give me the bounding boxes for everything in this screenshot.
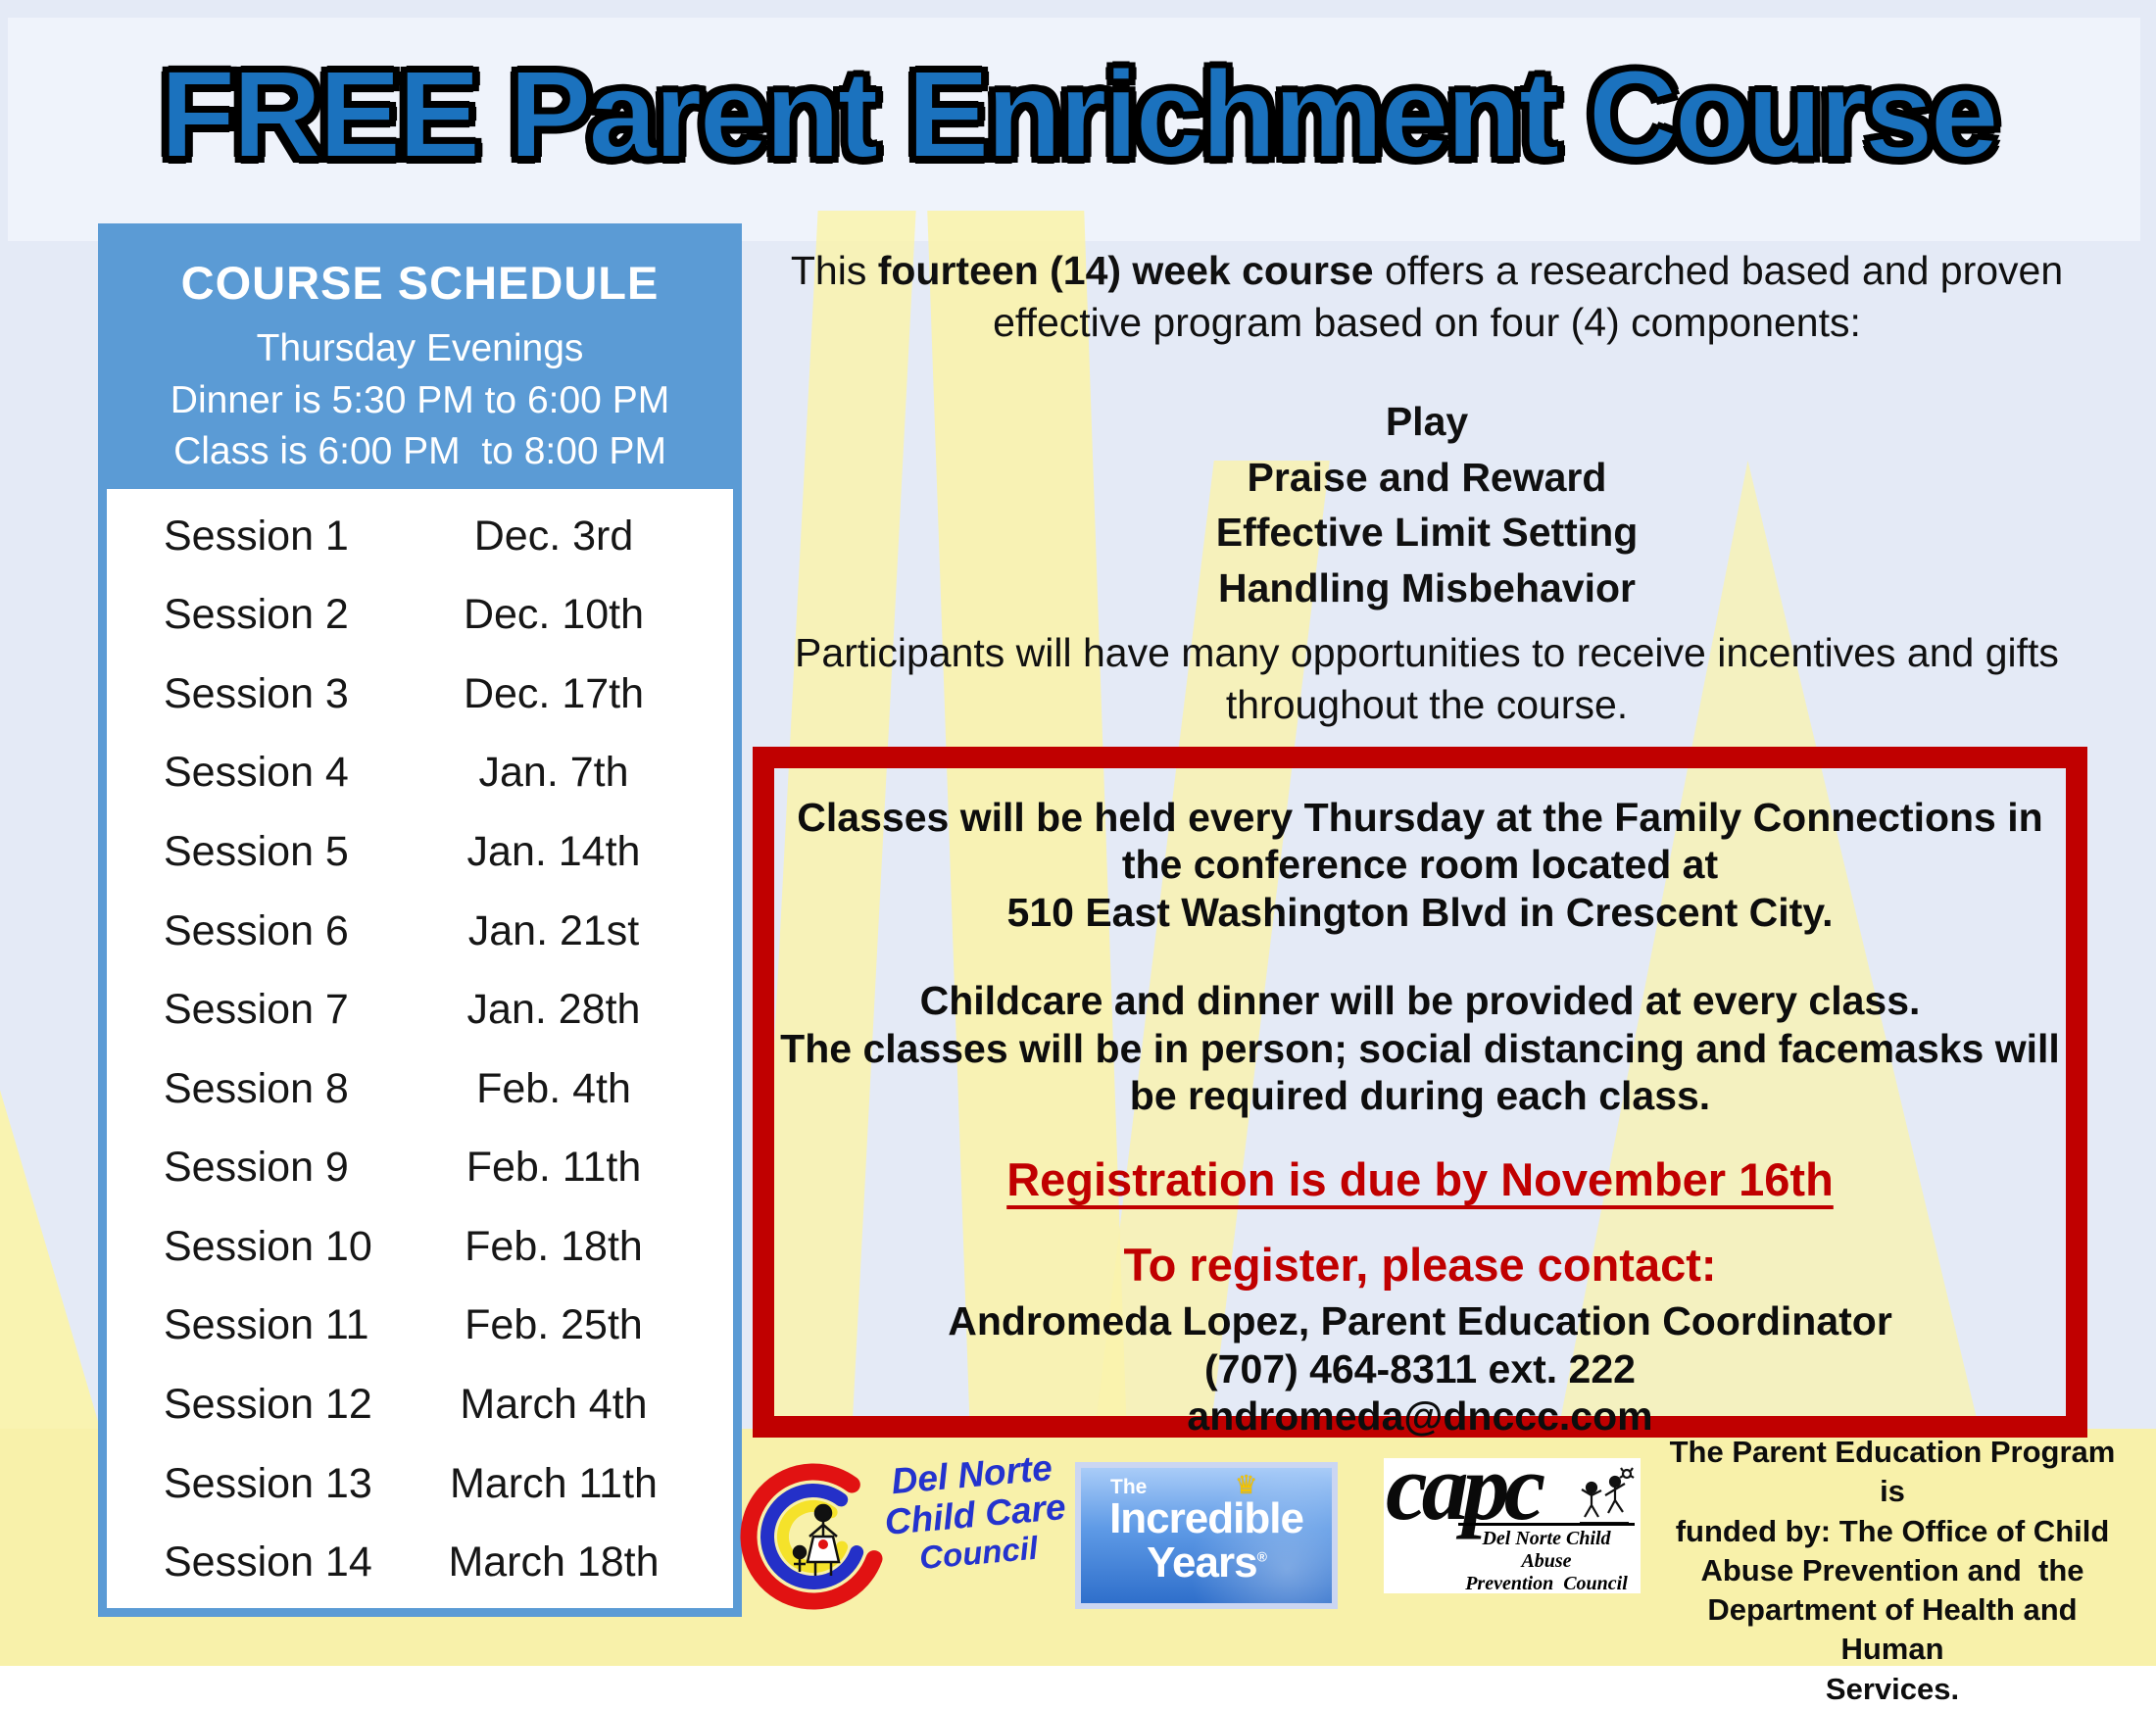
- session-label: Session 9: [164, 1144, 349, 1192]
- session-row: [164, 1301, 686, 1349]
- session-date: Dec. 10th: [463, 591, 645, 639]
- location-line: the conference room located at: [1121, 842, 1719, 888]
- session-row: [164, 1538, 686, 1587]
- session-list: [107, 489, 733, 1610]
- session-date: Jan. 21st: [467, 906, 640, 954]
- schedule-title: COURSE SCHEDULE: [180, 257, 660, 309]
- registration-deadline: Registration is due by November 16th: [1006, 1153, 1834, 1206]
- capc-subtitle-line: Prevention Council: [1465, 1573, 1628, 1594]
- register-contact-heading: To register, please contact:: [1123, 1239, 1717, 1292]
- session-date: Jan. 7th: [478, 749, 629, 797]
- session-row: [164, 670, 686, 718]
- session-date: Feb. 11th: [466, 1144, 642, 1192]
- session-date: Feb. 18th: [465, 1222, 643, 1270]
- del-norte-child-care-council-logo: [737, 1442, 1070, 1638]
- childcare-line: The classes will be in person; social distancing and facemasks will: [780, 1025, 2060, 1071]
- session-label: Session 11: [164, 1301, 369, 1349]
- contact-info: [774, 1297, 2066, 1440]
- funding-line: The Parent Education Program is: [1669, 1435, 2124, 1509]
- info-box: [753, 747, 2087, 1438]
- schedule-time-line: Thursday Evenings: [256, 327, 584, 369]
- component-item: Praise and Reward: [1247, 454, 1607, 500]
- session-label: Session 5: [164, 828, 349, 876]
- incredible-years-word2: Years®: [1147, 1538, 1266, 1587]
- capc-logo: [1384, 1435, 1641, 1594]
- intro-text-start: This: [790, 248, 878, 293]
- schedule-header: [107, 232, 733, 489]
- incredible-years-word1: Incredible: [1109, 1494, 1303, 1542]
- session-date: Feb. 4th: [476, 1064, 631, 1112]
- intro-paragraph: [755, 245, 2099, 350]
- childcare-line: Childcare and dinner will be provided at every class.: [919, 978, 1921, 1024]
- session-date: Jan. 28th: [466, 986, 641, 1034]
- session-row: [164, 591, 686, 639]
- session-date: Jan. 14th: [466, 828, 641, 876]
- funding-line: Department of Health and Human: [1707, 1592, 2086, 1667]
- childcare-text: [774, 977, 2066, 1119]
- del-norte-text-line: Child Care: [883, 1487, 1068, 1543]
- incredible-years-logo: [1075, 1462, 1338, 1609]
- capc-figures-icon: [1574, 1466, 1635, 1529]
- location-line: Classes will be held every Thursday at the Family Connections in: [797, 795, 2043, 840]
- course-schedule-box: [98, 223, 742, 1617]
- funding-line: Abuse Prevention and the: [1700, 1552, 2084, 1587]
- component-item: Effective Limit Setting: [1215, 510, 1639, 556]
- session-row: [164, 1460, 686, 1508]
- session-label: Session 10: [164, 1222, 372, 1270]
- funding-statement: [1656, 1433, 2129, 1709]
- del-norte-text-line: Council: [917, 1529, 1040, 1576]
- session-row: [164, 828, 686, 876]
- session-label: Session 7: [164, 986, 349, 1034]
- contact-line: andromeda@dnccc.com: [1187, 1393, 1653, 1439]
- contact-line: (707) 464-8311 ext. 222: [1204, 1345, 1636, 1392]
- component-item: Handling Misbehavior: [1218, 564, 1636, 610]
- session-date: Dec. 3rd: [473, 512, 634, 560]
- schedule-times: [107, 323, 733, 478]
- session-label: Session 12: [164, 1380, 372, 1428]
- session-row: [164, 907, 686, 955]
- session-row: [164, 1223, 686, 1271]
- components-list: [755, 394, 2099, 615]
- session-date: March 11th: [450, 1459, 658, 1507]
- funding-line: funded by: The Office of Child: [1675, 1513, 2110, 1548]
- component-item: Play: [1385, 399, 1469, 444]
- location-text: [774, 794, 2066, 936]
- session-date: Feb. 25th: [465, 1301, 643, 1349]
- session-row: [164, 1065, 686, 1113]
- session-label: Session 2: [164, 591, 349, 639]
- capc-subtitle-line: Del Norte Child Abuse: [1482, 1528, 1615, 1572]
- session-label: Session 13: [164, 1459, 372, 1507]
- registered-mark: ®: [1256, 1548, 1266, 1565]
- session-row: [164, 513, 686, 561]
- session-label: Session 8: [164, 1064, 349, 1112]
- session-label: Session 1: [164, 512, 349, 560]
- page-title: FREE Parent Enrichment Course: [160, 45, 1996, 183]
- session-date: March 18th: [448, 1538, 660, 1587]
- schedule-time-line: Dinner is 5:30 PM to 6:00 PM: [170, 378, 670, 421]
- del-norte-logo-text: [867, 1445, 1083, 1581]
- incredible-years-the: The: [1110, 1476, 1148, 1498]
- crown-icon: ♛: [1235, 1470, 1258, 1499]
- schedule-time-line: Class is 6:00 PM to 8:00 PM: [173, 430, 666, 473]
- capc-script-text: capc: [1386, 1435, 1541, 1539]
- session-row: [164, 1381, 686, 1429]
- intro-text-bold: fourteen (14) week course: [877, 248, 1374, 293]
- session-date: Dec. 17th: [463, 669, 645, 717]
- session-label: Session 14: [164, 1538, 372, 1587]
- contact-line: Andromeda Lopez, Parent Education Coordinator: [948, 1298, 1892, 1344]
- intro-text-end: offers a researched based and proven effective program based on four (4) components:: [993, 248, 2064, 346]
- session-label: Session 3: [164, 669, 349, 717]
- session-label: Session 6: [164, 906, 349, 954]
- incentives-paragraph: Participants will have many opportunities to receive incentives and gifts throughout the course.: [795, 630, 2059, 728]
- session-row: [164, 986, 686, 1034]
- session-row: [164, 1144, 686, 1192]
- funding-line: Services.: [1825, 1671, 1960, 1706]
- childcare-line: be required during each class.: [1129, 1072, 1711, 1118]
- session-label: Session 4: [164, 749, 349, 797]
- location-line: 510 East Washington Blvd in Crescent City.: [1006, 889, 1834, 935]
- session-date: March 4th: [460, 1380, 648, 1428]
- del-norte-text-line: Del Norte: [889, 1447, 1054, 1502]
- session-row: [164, 749, 686, 797]
- capc-subtitle: [1458, 1523, 1635, 1595]
- del-norte-logo-arcs: [737, 1442, 884, 1638]
